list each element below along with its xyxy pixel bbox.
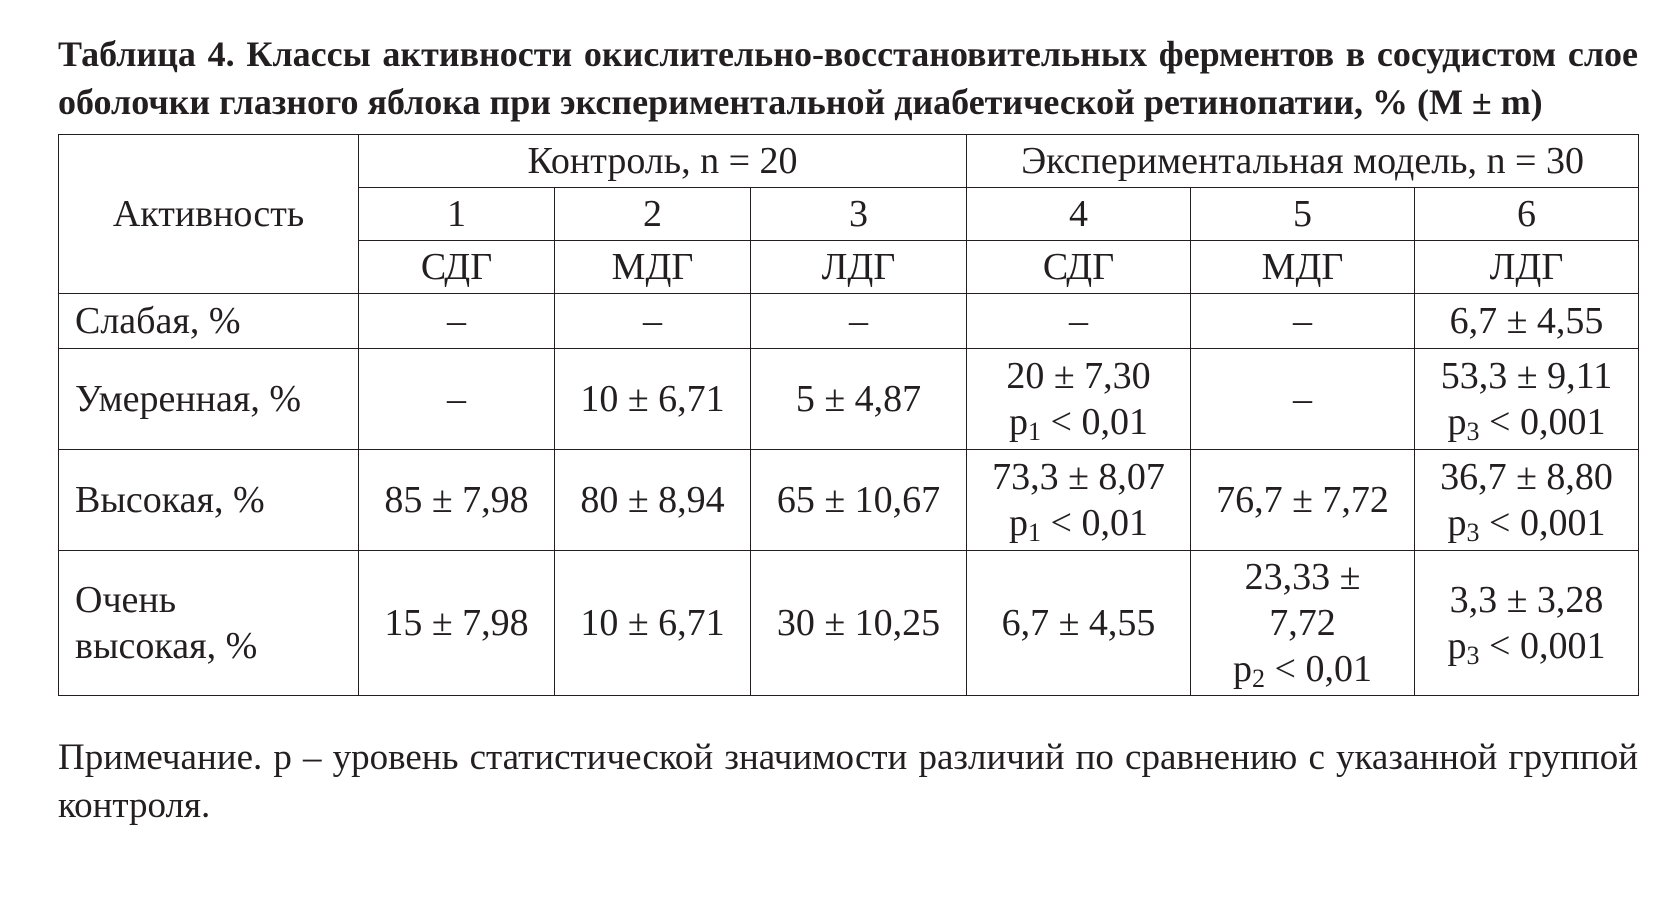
data-cell: 80 ± 8,94 <box>555 450 751 551</box>
p-relation: < 0,001 <box>1479 502 1606 544</box>
cell-value: 20 ± 7,30 <box>1006 355 1151 397</box>
data-cell: 10 ± 6,71 <box>555 349 751 450</box>
p-subscript: 1 <box>1028 417 1042 446</box>
data-cell <box>967 349 1191 450</box>
column-number: 2 <box>555 188 751 241</box>
table-row <box>59 551 1639 696</box>
p-subscript: 3 <box>1466 641 1480 670</box>
p-subscript: 3 <box>1466 518 1480 547</box>
column-number: 5 <box>1191 188 1415 241</box>
document-page <box>58 30 1638 867</box>
data-cell: 30 ± 10,25 <box>751 551 967 696</box>
group-experimental: Экспериментальная модель, n = 30 <box>967 135 1639 188</box>
enzyme-activity-table <box>58 134 1639 696</box>
table-caption: Таблица 4. Классы активности окислительно-восстановительных ферментов в сосудистом слое оболочки глазного яблока при экспериментальной диабетической ретинопатии, % (M ± m) <box>58 34 1638 122</box>
data-cell: 6,7 ± 4,55 <box>1415 294 1639 349</box>
data-cell: – <box>1191 349 1415 450</box>
data-cell: 10 ± 6,71 <box>555 551 751 696</box>
column-number: 3 <box>751 188 967 241</box>
enzyme-header: МДГ <box>1191 241 1415 294</box>
data-cell <box>1415 349 1639 450</box>
data-cell <box>1415 450 1639 551</box>
data-cell: – <box>359 349 555 450</box>
enzyme-header: СДГ <box>359 241 555 294</box>
p-value: $p_3 < 0,001$ <box>1447 401 1606 446</box>
p-subscript: 3 <box>1466 417 1480 446</box>
cell-value-line2: 7,72 <box>1269 602 1336 644</box>
p-relation: < 0,01 <box>1265 648 1372 690</box>
p-relation: < 0,001 <box>1479 401 1606 443</box>
cell-value: 3,3 ± 3,28 <box>1449 579 1604 621</box>
cell-value: 53,3 ± 9,11 <box>1440 355 1613 397</box>
table-note: Примечание. p – уровень статистической значимости различий по сравнению с указанной группой контроля. <box>58 737 1638 826</box>
data-cell: – <box>359 294 555 349</box>
enzyme-header: МДГ <box>555 241 751 294</box>
enzyme-header: СДГ <box>967 241 1191 294</box>
data-cell: 15 ± 7,98 <box>359 551 555 696</box>
enzyme-header: ЛДГ <box>751 241 967 294</box>
data-cell <box>1191 551 1415 696</box>
row-label: Высокая, % <box>59 450 359 551</box>
data-cell: 5 ± 4,87 <box>751 349 967 450</box>
data-cell: – <box>967 294 1191 349</box>
row-header-cell: Активность <box>59 135 359 294</box>
table-row <box>59 450 1639 551</box>
data-cell: 76,7 ± 7,72 <box>1191 450 1415 551</box>
data-cell: – <box>751 294 967 349</box>
p-value: $p_1 < 0,01$ <box>1009 401 1148 446</box>
column-number: 4 <box>967 188 1191 241</box>
p-relation: < 0,01 <box>1041 401 1148 443</box>
cell-value: 73,3 ± 8,07 <box>992 456 1165 498</box>
p-subscript: 2 <box>1252 664 1266 693</box>
column-number: 6 <box>1415 188 1639 241</box>
column-number: 1 <box>359 188 555 241</box>
enzyme-header: ЛДГ <box>1415 241 1639 294</box>
row-label: Слабая, % <box>59 294 359 349</box>
table-row <box>59 349 1639 450</box>
cell-value-line1: 23,33 ± <box>1244 556 1361 598</box>
p-value: $p_1 < 0,01$ <box>1009 502 1148 547</box>
data-cell <box>1415 551 1639 696</box>
row-label: Умеренная, % <box>59 349 359 450</box>
p-value: $p_3 < 0,001$ <box>1447 625 1606 670</box>
data-cell: – <box>555 294 751 349</box>
p-value: $p_3 < 0,001$ <box>1447 502 1606 547</box>
p-value: $p_2 < 0,01$ <box>1233 648 1372 693</box>
p-subscript: 1 <box>1028 518 1042 547</box>
header-row-groups <box>59 135 1639 188</box>
data-cell: 85 ± 7,98 <box>359 450 555 551</box>
table-row <box>59 294 1639 349</box>
group-control: Контроль, n = 20 <box>359 135 967 188</box>
p-relation: < 0,01 <box>1041 502 1148 544</box>
data-cell: 6,7 ± 4,55 <box>967 551 1191 696</box>
data-cell: 65 ± 10,67 <box>751 450 967 551</box>
data-cell: – <box>1191 294 1415 349</box>
row-label: Очень высокая, % <box>59 551 359 696</box>
p-relation: < 0,001 <box>1479 625 1606 667</box>
cell-value: 36,7 ± 8,80 <box>1440 456 1613 498</box>
data-cell <box>967 450 1191 551</box>
